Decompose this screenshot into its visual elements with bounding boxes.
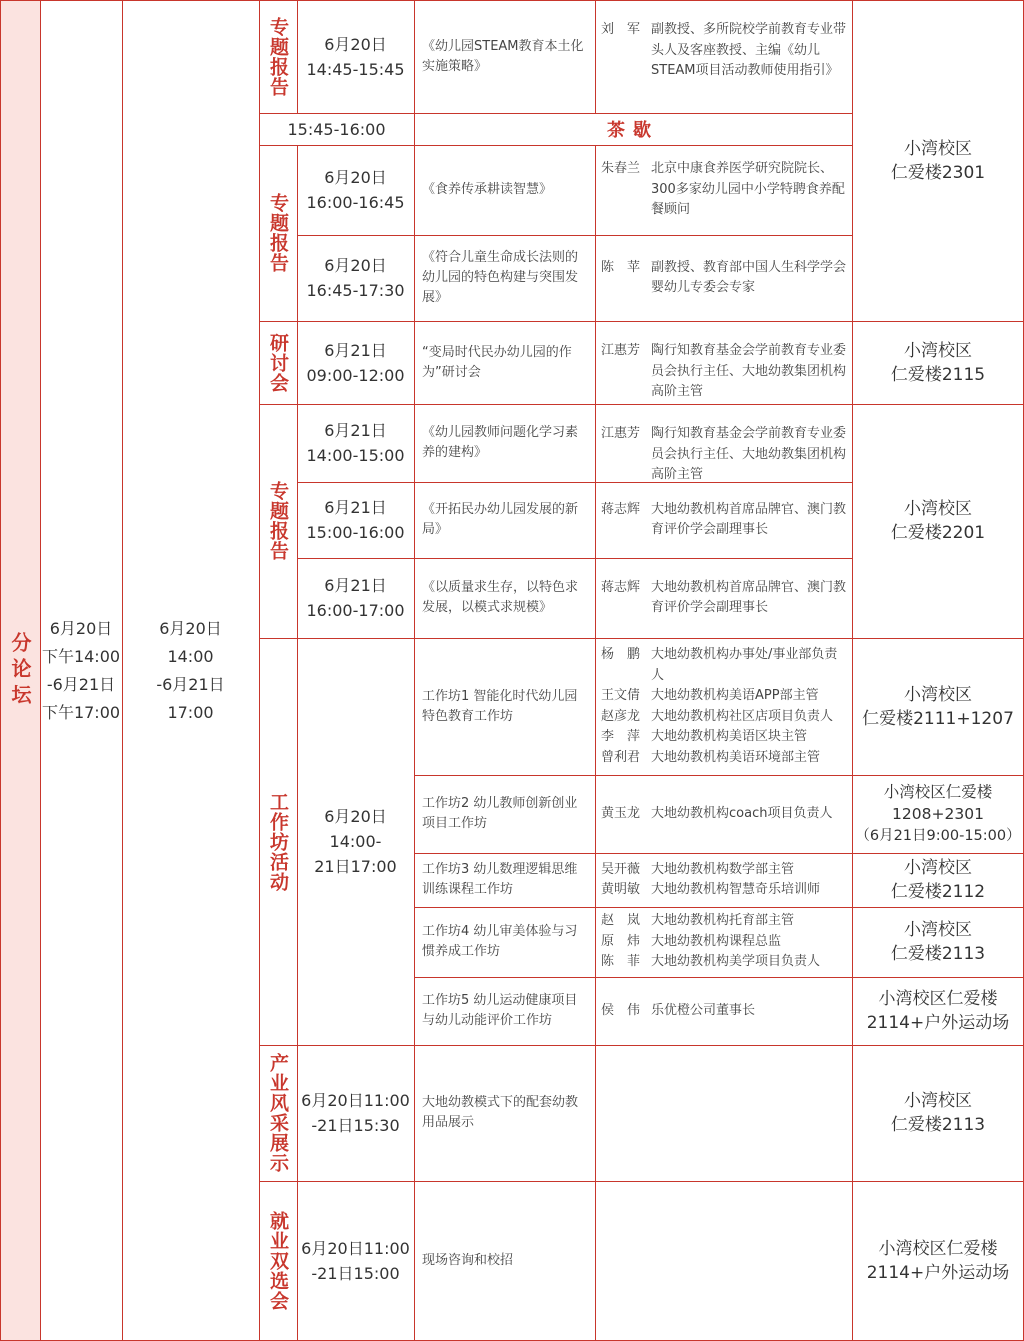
workshop-venue: [852, 907, 1024, 977]
workshop-speakers: [595, 853, 852, 907]
speaker-name: 江惠芳: [601, 343, 641, 358]
session-speakers: [595, 0, 852, 113]
expo-venue-line: 仁爱楼2113: [890, 1115, 986, 1135]
workshop-venue-line: 2114+户外运动场: [866, 1013, 1010, 1033]
speaker-description: 陶行知教育基金会学前教育专业委员会执行主任、大地幼教集团机构高阶主管: [651, 426, 847, 482]
speaker: [601, 707, 848, 728]
expo-time-line: -21日15:30: [311, 1116, 400, 1135]
session-time: [297, 321, 414, 404]
workshop-venue-line: （6月21日9:00-15:00）: [855, 828, 1021, 844]
session-topic: 《开拓民办幼儿园发展的新局》: [422, 502, 579, 537]
venue-line: 小湾校区: [904, 499, 972, 519]
speaker-description: 大地幼教机构美学项目负责人: [651, 954, 821, 970]
speaker-description: 大地幼教机构托育部主管: [651, 913, 795, 929]
session-time-line: 6月21日: [324, 576, 387, 595]
workshop-speakers: [595, 977, 852, 1045]
speaker: [601, 804, 848, 825]
speaker-description: 大地幼教机构课程总监: [651, 933, 782, 949]
speaker: [601, 645, 848, 686]
forum-date-a-line: -6月21日: [46, 674, 116, 694]
speaker: [601, 341, 848, 403]
session-time-line: 6月20日: [324, 34, 387, 54]
workshop-time-line: 6月20日: [324, 807, 387, 826]
speaker-description: 陶行知教育基金会学前教育专业委员会执行主任、大地幼教集团机构高阶主管: [651, 343, 847, 399]
speaker: [601, 258, 848, 299]
venue-line: 仁爱楼2115: [890, 364, 986, 385]
session-speakers: [595, 404, 852, 482]
speaker-name: 原 炜: [601, 933, 641, 949]
session-time: [297, 482, 414, 558]
forum-title-cell: [0, 0, 40, 1341]
session-speakers: [595, 482, 852, 558]
forum-date-b-line: 17:00: [167, 702, 214, 722]
forum-date-b: [122, 0, 259, 1341]
section-label: 就业双选会: [267, 1211, 289, 1311]
session-topic: 《食养传承耕读智慧》: [422, 182, 553, 197]
speaker-name: 朱春兰: [601, 161, 641, 177]
session-time-line: 6月21日: [324, 340, 387, 360]
venue-line: 仁爱楼2201: [890, 523, 986, 543]
workshop-topic: 工作坊3 幼儿数理逻辑思维训练课程工作坊: [422, 862, 578, 897]
venue-cell-2: [852, 321, 1024, 404]
session-speakers: [595, 558, 852, 638]
forum-date-b-line: -6月21日: [156, 674, 225, 694]
session-topic: “变局时代民办幼儿园的作为”研讨会: [422, 344, 572, 380]
session-time-line: 16:00-16:45: [306, 193, 405, 212]
jobfair-topic: 现场咨询和校招: [422, 1253, 514, 1268]
jobfair-venue: [852, 1181, 1024, 1341]
venue-line: 小湾校区: [904, 138, 972, 159]
venue-line: 小湾校区: [904, 340, 972, 361]
venue-cell-1: [852, 0, 1024, 321]
venue-line: 仁爱楼2301: [890, 162, 986, 183]
speaker-description: 大地幼教机构首席品牌官、澳门教育评价学会副理事长: [651, 579, 847, 615]
speaker: [601, 686, 848, 707]
session-time-line: 6月20日: [324, 168, 387, 187]
workshop-speakers: [595, 907, 852, 977]
session-time-line: 15:00-16:00: [306, 523, 405, 542]
speaker: [601, 880, 848, 901]
speaker: [601, 952, 848, 973]
workshop-venue-line: 小湾校区仁爱楼: [878, 989, 998, 1009]
speaker: [601, 159, 848, 221]
workshop-time-line: 21日17:00: [314, 857, 397, 876]
speaker: [601, 424, 848, 486]
speaker-description: 北京中康食养医学研究院院长、300多家幼儿园中小学特聘食养配餐顾问: [651, 161, 845, 218]
speaker-name: 刘 军: [601, 22, 641, 37]
forum-date-a: [40, 0, 122, 1341]
workshop-time: [297, 638, 414, 1045]
section-label: 专题报告: [267, 481, 289, 561]
expo-venue-line: 小湾校区: [904, 1091, 972, 1111]
speaker: [601, 1001, 848, 1022]
speaker-description: 大地幼教机构数学部主管: [651, 861, 795, 877]
speaker-description: 大地幼教机构美语区块主管: [651, 729, 808, 744]
jobfair-venue-line: 2114+户外运动场: [866, 1263, 1010, 1283]
speaker-description: 副教授、教育部中国人生科学学会婴幼儿专委会专家: [651, 259, 847, 295]
session-time: [297, 145, 414, 235]
section-expo: [259, 1045, 297, 1181]
jobfair-time-line: -21日15:00: [311, 1264, 400, 1283]
speaker-description: 乐优橙公司董事长: [651, 1002, 756, 1018]
session-time-line: 09:00-12:00: [306, 365, 405, 385]
speaker: [601, 500, 848, 541]
speaker: [601, 578, 848, 619]
section-jobfair: [259, 1181, 297, 1341]
section-report-3: [259, 404, 297, 638]
grid-line: [595, 1045, 596, 1341]
speaker: [601, 20, 848, 82]
speaker-description: 大地幼教机构coach项目负责人: [651, 805, 833, 821]
workshop-venue-line: 小湾校区: [904, 684, 972, 705]
session-speakers: [595, 235, 852, 321]
speaker-name: 陈 苹: [601, 259, 641, 275]
workshop-venue-line: 1208+2301: [892, 805, 984, 823]
speaker: [601, 727, 848, 748]
workshop-venue: [852, 775, 1024, 853]
speaker: [601, 932, 848, 953]
jobfair-time: [297, 1181, 414, 1341]
forum-date-b-line: 6月20日: [159, 618, 222, 638]
session-time-line: 14:00-15:00: [306, 446, 405, 465]
speaker-name: 蒋志辉: [601, 501, 641, 517]
section-label: 工作坊活动: [267, 791, 289, 892]
section-label: 产业风采展示: [267, 1053, 289, 1173]
speaker-name: 李 萍: [601, 729, 641, 744]
speaker: [601, 748, 848, 769]
workshop-venue: [852, 977, 1024, 1045]
speaker-name: 蒋志辉: [601, 579, 641, 595]
speaker-description: 大地幼教机构办事处/事业部负责人: [651, 647, 838, 683]
venue-cell-3: [852, 404, 1024, 638]
speaker-description: 大地幼教机构首席品牌官、澳门教育评价学会副理事长: [651, 501, 847, 537]
speaker: [601, 911, 848, 932]
section-report-1: [259, 0, 297, 113]
session-time-line: 16:00-17:00: [306, 601, 405, 620]
forum-date-a-line: 6月20日: [49, 618, 113, 638]
workshop-speakers: [595, 638, 852, 775]
workshop-venue-line: 仁爱楼2111+1207: [862, 708, 1014, 729]
workshop-venue: [852, 853, 1024, 907]
speaker-name: 杨 鹏: [601, 647, 641, 662]
section-label: 研讨会: [267, 332, 289, 393]
workshop-venue-line: 仁爱楼2112: [890, 882, 986, 902]
speaker-name: 吴开薇: [601, 861, 641, 877]
forum-date-a-line: 下午14:00: [41, 646, 121, 666]
workshop-venue-line: 仁爱楼2113: [890, 944, 986, 964]
speaker-description: 大地幼教机构美语环境部主管: [651, 749, 821, 765]
jobfair-venue-line: 小湾校区仁爱楼: [878, 1239, 998, 1259]
speaker-name: 侯 伟: [601, 1002, 641, 1018]
tea-break-label: 茶歇: [607, 120, 659, 141]
session-topic: 《符合儿童生命成长法则的幼儿园的特色构建与突围发展》: [422, 250, 579, 305]
section-label: 专题报告: [267, 16, 289, 97]
session-time: [297, 235, 414, 321]
session-speakers: [595, 145, 852, 235]
tea-break-time: 15:45-16:00: [287, 119, 386, 139]
section-seminar: [259, 321, 297, 404]
forum-title: 分论坛: [8, 631, 32, 710]
expo-time: [297, 1045, 414, 1181]
expo-topic: 大地幼教模式下的配套幼教用品展示: [422, 1095, 579, 1130]
section-report-2: [259, 145, 297, 321]
workshop-venue-line: 小湾校区仁爱楼: [883, 783, 993, 801]
speaker: [601, 860, 848, 881]
speaker-name: 赵 岚: [601, 913, 641, 929]
workshop-speakers: [595, 775, 852, 853]
speaker-name: 江惠芳: [601, 426, 641, 441]
session-time-line: 14:45-15:45: [306, 59, 405, 79]
workshop-topic: 工作坊5 幼儿运动健康项目与幼儿动能评价工作坊: [422, 993, 578, 1028]
session-time: [297, 0, 414, 113]
session-time-line: 6月21日: [324, 498, 387, 517]
speaker-description: 大地幼教机构美语APP部主管: [651, 688, 819, 703]
workshop-topic: 工作坊2 幼儿教师创新创业项目工作坊: [422, 796, 578, 831]
session-topic: 《幼儿园教师问题化学习素养的建构》: [422, 425, 579, 460]
section-workshop: [259, 638, 297, 1045]
speaker-name: 曾利君: [601, 749, 641, 765]
session-time: [297, 404, 414, 482]
expo-time-line: 6月20日11:00: [301, 1091, 410, 1110]
session-topic: 《幼儿园STEAM教育本土化实施策略》: [422, 38, 584, 74]
forum-date-a-line: 下午17:00: [41, 702, 121, 722]
session-time-line: 16:45-17:30: [306, 281, 405, 300]
speaker-name: 赵彦龙: [601, 708, 641, 724]
session-time-line: 6月21日: [324, 421, 387, 440]
speaker-name: 黄玉龙: [601, 805, 641, 821]
session-topic: 《以质量求生存，以特色求发展，以模式求规模》: [422, 580, 579, 615]
section-label: 专题报告: [267, 193, 289, 273]
forum-date-b-line: 14:00: [167, 646, 214, 666]
speaker-name: 陈 菲: [601, 954, 641, 970]
workshop-venue: [852, 638, 1024, 775]
workshop-venue-line: 小湾校区: [904, 858, 972, 878]
session-time-line: 6月20日: [324, 256, 387, 275]
workshop-topic: 工作坊4 幼儿审美体验与习惯养成工作坊: [422, 924, 578, 959]
speaker-description: 副教授、多所院校学前教育专业带头人及客座教授、主编《幼儿STEAM项目活动教师使用指引》: [651, 22, 847, 78]
workshop-time-line: 14:00-: [329, 832, 382, 851]
session-time: [297, 558, 414, 638]
speaker-name: 王文倩: [601, 688, 641, 703]
speaker-description: 大地幼教机构智慧奇乐培训师: [651, 882, 821, 897]
jobfair-time-line: 6月20日11:00: [301, 1239, 410, 1258]
session-speakers: [595, 321, 852, 404]
workshop-topic: 工作坊1 智能化时代幼儿园特色教育工作坊: [422, 688, 578, 724]
workshop-venue-line: 小湾校区: [904, 920, 972, 940]
speaker-description: 大地幼教机构社区店项目负责人: [651, 708, 834, 724]
expo-venue: [852, 1045, 1024, 1181]
speaker-name: 黄明敏: [601, 882, 641, 897]
